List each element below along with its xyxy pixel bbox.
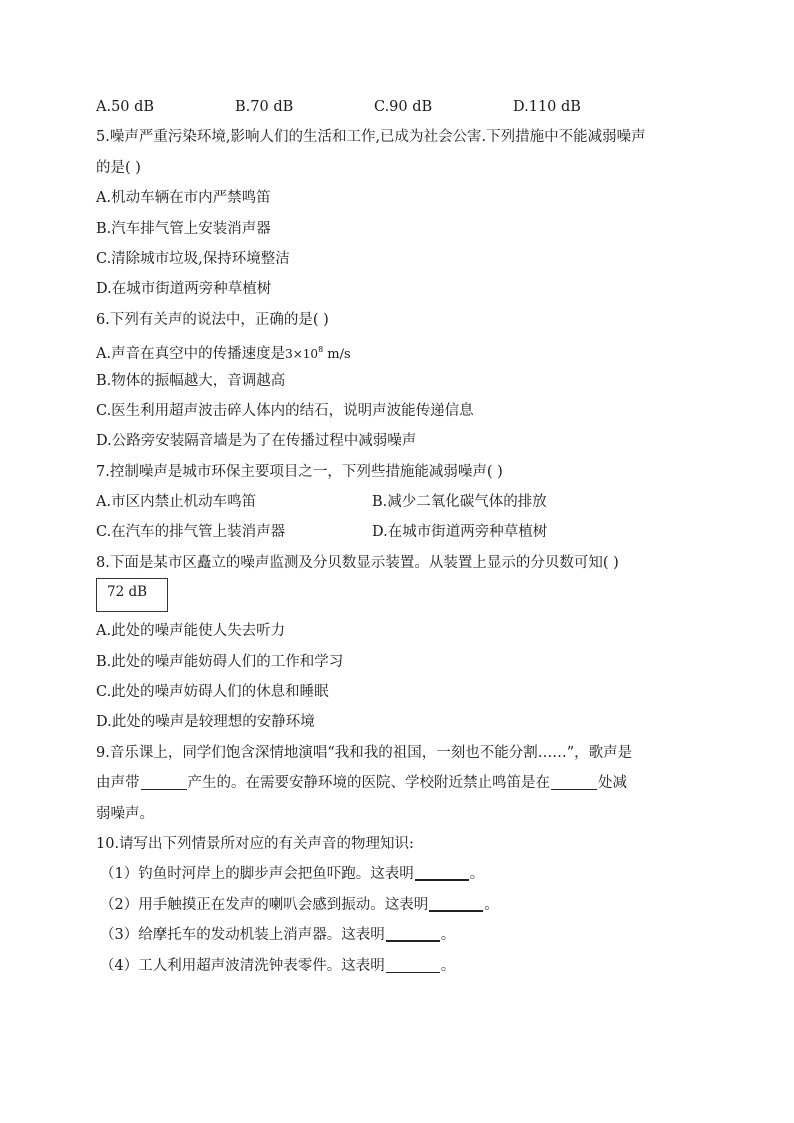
q7-option-a: A.市区内禁止机动车鸣笛 [96, 494, 257, 511]
q7-option-b: B.减少二氧化碳气体的排放 [372, 494, 547, 511]
q5-option-c: C.清除城市垃圾,保持环境整洁 [96, 250, 290, 267]
q9-line1: 9.音乐课上，同学们饱含深情地演唱“我和我的祖国，一刻也不能分割……”，歌声是 [96, 744, 633, 761]
q9-line2 [96, 768, 716, 798]
q6-option-a-exp: 8 [318, 345, 324, 355]
q7-option-c: C.在汽车的排气管上装消声器 [96, 524, 286, 541]
q4-options [96, 92, 716, 122]
q10-blank-3[interactable] [386, 922, 440, 942]
q8-option-b: B.此处的噪声能妨碍人们的工作和学习 [96, 653, 344, 670]
q9-text-a: 由声带 [96, 775, 140, 792]
q5-option-d: D.在城市街道两旁种草植树 [96, 281, 272, 298]
q8-option-c: C.此处的噪声妨碍人们的休息和睡眠 [96, 684, 329, 701]
q10-stem: 10.请写出下列情景所对应的有关声音的物理知识: [96, 835, 414, 852]
q10-item-4 [96, 951, 716, 981]
q8-option-d: D.此处的噪声是较理想的安静环境 [96, 714, 315, 731]
q10-item-1-end: 。 [469, 866, 485, 883]
q6-stem: 6.下列有关声的说法中，正确的是( ) [96, 311, 329, 328]
q7-stem: 7.控制噪声是城市环保主要项目之一，下列些措施能减弱噪声( ) [96, 463, 503, 480]
q7-options-row2 [96, 517, 716, 547]
q5-stem-line1: 5.噪声严重污染环境,影响人们的生活和工作,已成为社会公害.下列措施中不能减弱噪声 [96, 129, 646, 146]
q10-item-1-text: （1）钓鱼时河岸上的脚步声会把鱼吓跑。这表明 [100, 866, 414, 883]
q4-option-c: C.90 dB [374, 99, 433, 115]
q10-item-1 [96, 859, 716, 889]
q9-blank-1[interactable] [141, 771, 187, 790]
q7-options-row1 [96, 487, 716, 517]
q10-blank-4[interactable] [386, 954, 440, 973]
q6-option-a-unit: m/s [323, 347, 351, 363]
q6-option-c: C.医生利用超声波击碎人体内的结石，说明声波能传递信息 [96, 402, 474, 419]
q9-text-b: 产生的。在需要安静环境的医院、学校附近禁止鸣笛是在 [187, 775, 550, 792]
q4-option-a: A.50 dB [96, 99, 155, 115]
q10-item-2-text: （2）用手触摸正在发声的喇叭会感到振动。这表明 [100, 896, 429, 913]
q10-item-3 [96, 920, 716, 950]
q6-option-d: D.公路旁安装隔音墙是为了在传播过程中减弱噪声 [96, 433, 417, 450]
q7-option-d: D.在城市街道两旁种草植树 [372, 524, 548, 541]
q8-stem: 8.下面是某市区矗立的噪声监测及分贝数显示装置。从装置上显示的分贝数可知( ) [96, 554, 619, 571]
q10-item-4-text: （4）工人利用超声波清洗钟表零件。这表明 [100, 957, 385, 974]
q8-display-row [96, 578, 716, 616]
q10-blank-1[interactable] [415, 861, 469, 881]
q4-option-d: D.110 dB [513, 99, 581, 115]
q6-option-a-base: 3×10 [285, 347, 319, 362]
q10-item-2-end: 。 [484, 896, 499, 913]
q6-option-a [96, 335, 716, 365]
q10-item-3-end: 。 [440, 927, 456, 944]
q5-option-a: A.机动车辆在市内严禁鸣笛 [96, 190, 271, 207]
q8-option-a: A.此处的噪声能使人失去听力 [96, 623, 286, 640]
q6-option-b: B.物体的振幅越大，音调越高 [96, 372, 286, 389]
q9-blank-2[interactable] [551, 771, 597, 790]
q5-option-b: B.汽车排气管上安装消声器 [96, 220, 271, 237]
q10-blank-2[interactable] [429, 892, 483, 912]
q9-line3: 弱噪声。 [96, 805, 154, 822]
q10-item-4-end: 。 [440, 957, 456, 974]
question-list [96, 92, 716, 981]
q4-option-b: B.70 dB [235, 99, 294, 115]
q10-item-3-text: （3）给摩托车的发动机装上消声器。这表明 [100, 927, 385, 944]
q9-text-c: 处减 [598, 775, 627, 792]
q5-stem-line2: 的是( ) [96, 159, 141, 176]
decibel-display: 72 dB [96, 578, 168, 612]
q6-option-a-text: A.声音在真空中的传播速度是 [96, 346, 286, 363]
q10-item-2 [96, 890, 716, 920]
